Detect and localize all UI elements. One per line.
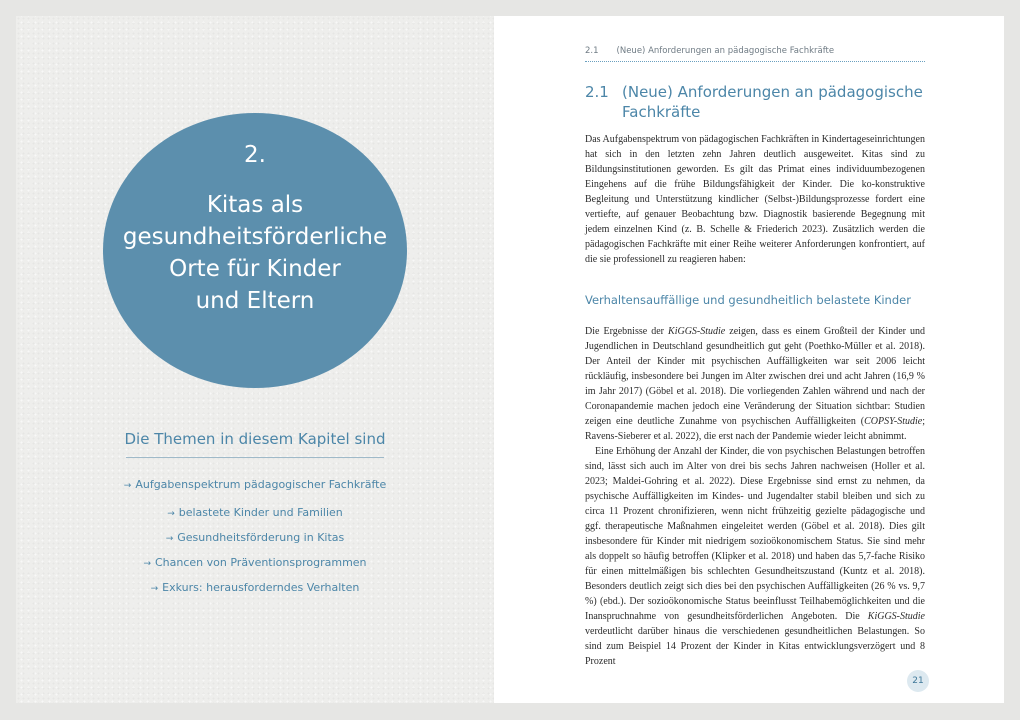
text-run: Die Ergebnisse der	[585, 326, 669, 337]
chapter-title-line: Orte für Kinder	[169, 256, 341, 282]
arrow-right-icon: →	[167, 509, 175, 519]
text-run: Eine Erhöhung der Anzahl der Kinder, die von psychischen Belastungen betroffen sind, lässt sich auch im Alter von drei bis sechs Jahren nachweisen (Holler et al. 2023; Maldei-Gohring et al. 2022). Diese Ergebnisse sind ernst zu nehmen, da psychische Auffälligkeiten im Kindes- und Jugendalter stabil bleiben und sich zu circa 11 Prozent chronifizieren, wenn nicht frühzeitig gezielte pädagogische und ggf. therapeutische Maßnahmen eingeleitet werden (Göbel et al. 2018). Dies gilt insbesondere für Kinder mit niedrigem sozioökonomischem Status. Sie sind mehr als doppelt so häufig betroffen (Klipker et al. 2018) und haben das 5,7-fache Risiko für einen mittelmäßigen bis schlechten Gesundheitszustand (Kuntz et al. 2018). Besonders deutlich zeigt sich dies bei den psychischen Auffälligkeiten (26 % vs. 9,7 %) (ebd.). Der sozioökonomische Status beeinflusst Teilhabemöglichkeiten und die Inanspruchnahme von gesundheitsförderlichen Angeboten. Die	[585, 446, 925, 622]
body-paragraph	[585, 444, 925, 669]
chapter-title	[16, 189, 494, 317]
body-paragraph	[585, 324, 925, 444]
body-text-block	[585, 324, 925, 669]
running-header-title: (Neue) Anforderungen an pädagogische Fachkräfte	[616, 46, 835, 56]
section-title	[585, 82, 925, 122]
theme-item-label: belastete Kinder und Familien	[178, 506, 343, 519]
chapter-title-line: Kitas als	[206, 192, 304, 218]
header-divider	[585, 61, 925, 62]
study-name: KiGGS-Studie	[867, 611, 925, 622]
theme-item	[16, 556, 494, 569]
text-run: ; Ravens-Sieberer et al. 2022), die erst nach der Pandemie wieder leicht abnimmt.	[585, 416, 925, 442]
theme-item	[16, 531, 494, 544]
left-page	[16, 16, 494, 703]
theme-item-label: Aufgabenspektrum pädagogischer Fachkräfte	[135, 478, 387, 491]
running-header-number: 2.1	[585, 46, 599, 56]
theme-item-label: Chancen von Präventionsprogrammen	[155, 556, 367, 569]
study-name: KiGGS-Studie	[668, 326, 726, 337]
arrow-right-icon: →	[150, 584, 159, 594]
arrow-right-icon: →	[123, 481, 132, 491]
section-number: 2.1	[585, 83, 609, 101]
chapter-title-line: und Eltern	[195, 288, 315, 314]
body-paragraph: Das Aufgabenspektrum von pädagogischen Fachkräften in Kindertageseinrichtungen hat sich in den letzten zehn Jahren deutlich ausgeweitet. Kitas sind zu Bildungsinstitutionen geworden. Es gilt das Primat eines individuumbezogenen Eingehens auf die frühe Bildungsfähigkeit der Kinder. Die ko-konstruktive Begleitung und Unterstützung kindlicher (Selbst-)Bildungsprozesse fordert eine vertiefte, auf genauer Beobachtung bzw. Diagnostik basierende Begegnung mit jedem einzelnen Kind (z. B. Schelle & Friederich 2023). Zusätzlich werden die pädagogischen Fachkräfte mit einer Reihe weiterer Anforderungen konfrontiert, auf die sie professionell zu reagieren haben:	[585, 134, 925, 265]
arrow-right-icon: →	[143, 559, 151, 569]
theme-item	[16, 506, 494, 519]
section-title-text: (Neue) Anforderungen an pädagogische Fachkräfte	[622, 83, 923, 121]
subheading: Verhaltensauffällige und gesundheitlich belastete Kinder	[585, 293, 911, 307]
theme-item	[16, 478, 494, 491]
running-header	[585, 46, 834, 56]
page-number-badge: 21	[907, 670, 929, 692]
chapter-title-line: gesundheitsförderliche	[122, 224, 388, 250]
theme-item-label: Exkurs: herausforderndes Verhalten	[162, 581, 360, 594]
themes-heading: Die Themen in diesem Kapitel sind	[124, 430, 386, 448]
text-run: verdeutlicht darüber hinaus die verschiedenen gesundheitlichen Belastungen. So sind zum Beispiel 14 Prozent der Kinder in Kitas entwicklungsverzögert und 8 Prozent	[585, 626, 925, 667]
arrow-right-icon: →	[165, 534, 174, 544]
right-page	[494, 16, 1004, 703]
study-name: COPSY-Studie	[864, 416, 923, 427]
chapter-number: 2.	[244, 142, 266, 168]
theme-item-label: Gesundheitsförderung in Kitas	[177, 531, 345, 544]
text-run: zeigen, dass es einem Großteil der Kinder und Jugendlichen in Deutschland gesundheitlich gut geht (Poethko-Müller et al. 2018). Der Anteil der Kinder mit psychischen Auffälligkeiten war seit 2006 leicht rückläufig, insbesondere bei Jungen im Alter zwischen drei und acht Jahren (16,9 % im Jahr 2017) (Göbel et al. 2018). Die vorliegenden Zahlen während und nach der Coronapandemie machen jedoch eine Veränderung der Situation sichtbar: Studien zeigen eine deutliche Zunahme von psychischen Auffälligkeiten (	[585, 326, 925, 427]
theme-item	[16, 581, 494, 594]
themes-divider	[126, 457, 384, 458]
